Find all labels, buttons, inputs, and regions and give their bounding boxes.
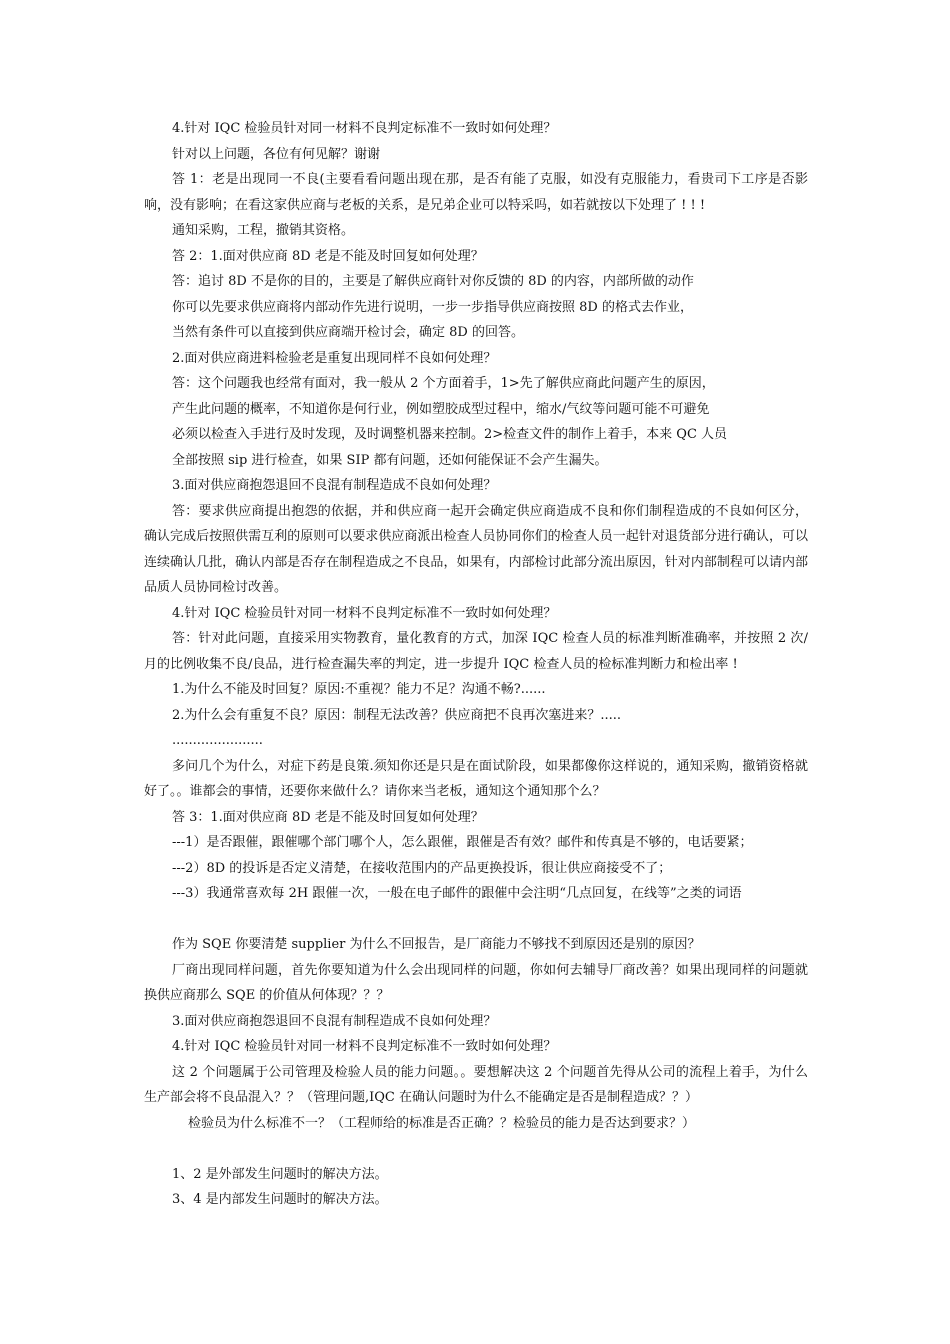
paragraph: 产生此问题的概率，不知道你是何行业，例如塑胶成型过程中，缩水/气纹等问题可能不可避免 xyxy=(172,401,710,417)
paragraph: 答 3：1.面对供应商 8D 老是不能及时回复如何处理？ xyxy=(172,809,484,825)
paragraph: 答 2：1.面对供应商 8D 老是不能及时回复如何处理？ xyxy=(172,248,484,264)
blank-line xyxy=(144,907,808,933)
paragraph: 全部按照 sip 进行检查，如果 SIP 都有问题，还如何能保证不会产生漏失。 xyxy=(172,452,608,468)
paragraph: 2.面对供应商进料检验老是重复出现同样不良如何处理？ xyxy=(172,350,497,366)
paragraph: 厂商出现同样问题，首先你要知道为什么会出现同样的问题，你如何去辅导厂商改善？如果出现同样的问题就换供应商那么 SQE 的价值从何体现？？？ xyxy=(144,962,808,1003)
paragraph: 答：针对此问题，直接采用实物教育，量化教育的方式，加深 IQC 检查人员的标准判断准确率，并按照 2 次/月的比例收集不良/良品，进行检查漏失率的判定，进一步提升 IQC 检查人员的检标准判断力和检出率 ! xyxy=(144,631,808,672)
paragraph: 通知采购，工程，撤销其资格。 xyxy=(172,223,355,238)
paragraph: 作为 SQE 你要清楚 supplier 为什么不回报告，是厂商能力不够找不到原因还是别的原因？ xyxy=(172,937,701,952)
paragraph: 2.为什么会有重复不良？原因：制程无法改善？供应商把不良再次塞进来？..... xyxy=(172,707,622,723)
paragraph: 1.为什么不能及时回复？原因:不重视？能力不足？沟通不畅?...... xyxy=(172,682,546,697)
paragraph: ...................... xyxy=(172,733,263,748)
paragraph: 必须以检查入手进行及时发现，及时调整机器来控制。2>检查文件的制作上着手，本来 QC 人员 xyxy=(172,427,728,442)
paragraph: 3.面对供应商抱怨退回不良混有制程造成不良如何处理？ xyxy=(172,478,497,493)
paragraph: 当然有条件可以直接到供应商端开检讨会，确定 8D 的回答。 xyxy=(172,325,524,340)
paragraph: 这 2 个问题属于公司管理及检验人员的能力问题。。要想解决这 2 个问题首先得从公司的流程上着手，为什么生产部会将不良品混入？？（管理问题,IQC 在确认问题时为什么不能确定是否是制程造成？？） xyxy=(144,1064,808,1105)
paragraph: 4.针对 IQC 检验员针对同一材料不良判定标准不一致时如何处理？ xyxy=(172,121,557,136)
paragraph: ---3）我通常喜欢每 2H 跟催一次，一般在电子邮件的跟催中会注明“几点回复，在线等”之类的词语 xyxy=(172,886,742,901)
paragraph: 答：追讨 8D 不是你的目的，主要是了解供应商针对你反馈的 8D 的内容，内部所做的动作 xyxy=(172,274,694,289)
paragraph: 4.针对 IQC 检验员针对同一材料不良判定标准不一致时如何处理？ xyxy=(172,605,557,621)
paragraph: 你可以先要求供应商将内部动作先进行说明，一步一步指导供应商按照 8D 的格式去作业， xyxy=(172,299,693,315)
paragraph: 3.面对供应商抱怨退回不良混有制程造成不良如何处理？ xyxy=(172,1013,497,1029)
document-body xyxy=(144,116,808,1213)
paragraph: 3、4 是内部发生问题时的解决方法。 xyxy=(172,1192,388,1207)
paragraph: ---2）8D 的投诉是否定义清楚，在接收范围内的产品更换投诉，很让供应商接受不了； xyxy=(172,860,672,876)
paragraph: 答 1：老是出现同一不良(主要看看问题出现在那，是否有能了克服，如没有克服能力，看贵司下工序是否影响，没有影响；在看这家供应商与老板的关系，是兄弟企业可以特采吗，如若就按以下处理了 ! ! ! xyxy=(144,172,808,213)
paragraph: 1、2 是外部发生问题时的解决方法。 xyxy=(172,1166,388,1182)
paragraph: 4.针对 IQC 检验员针对同一材料不良判定标准不一致时如何处理？ xyxy=(172,1039,557,1054)
paragraph: 检验员为什么标准不一？（工程师给的标准是否正确？？检验员的能力是否达到要求？） xyxy=(188,1115,696,1131)
paragraph: ---1）是否跟催，跟催哪个部门哪个人，怎么跟催，跟催是否有效？邮件和传真是不够的，电话要紧； xyxy=(172,835,753,850)
paragraph: 答：这个问题我也经常有面对，我一般从 2 个方面着手，1>先了解供应商此问题产生的原因， xyxy=(172,376,715,391)
blank-line xyxy=(144,1136,808,1162)
paragraph: 多问几个为什么，对症下药是良策.须知你还是只是在面试阶段，如果都像你这样说的，通知采购，撤销资格就好了。。谁都会的事情，还要你来做什么？请你来当老板，通知这个通知那个么？ xyxy=(144,758,808,799)
paragraph: 针对以上问题，各位有何见解？谢谢 xyxy=(172,146,381,162)
paragraph: 答：要求供应商提出抱怨的依据，并和供应商一起开会确定供应商造成不良和你们制程造成的不良如何区分，确认完成后按照供需互利的原则可以要求供应商派出检查人员协同你们的检查人员一起针对退货部分进行确认，可以连续确认几批，确认内部是否存在制程造成之不良品，如果有，内部检讨此部分流出原因，针对内部制程可以请内部品质人员协同检讨改善。 xyxy=(144,503,808,595)
